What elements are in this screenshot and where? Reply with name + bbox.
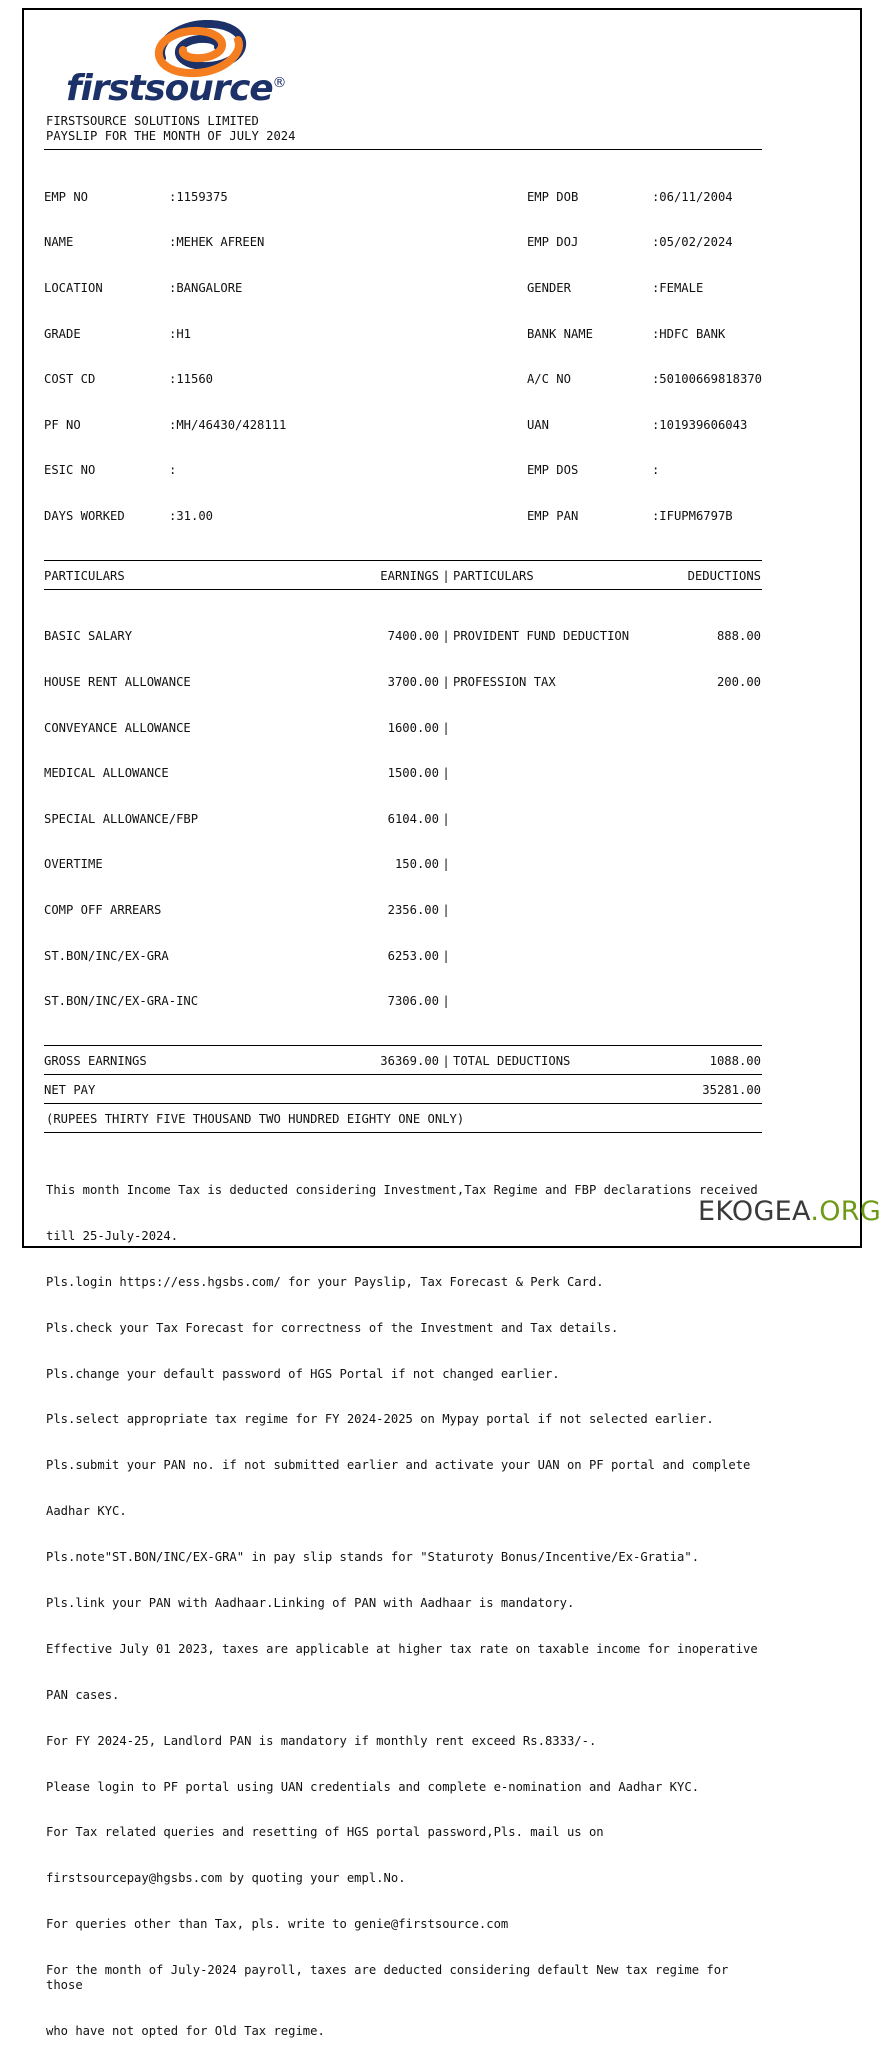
table-row: [44, 766, 762, 781]
note-line: For the month of July-2024 payroll, taxes are deducted considering default New tax regime for those: [46, 1963, 736, 1993]
detail-label: PF NO: [44, 417, 81, 432]
table-row: [44, 857, 762, 872]
column-separator: |: [442, 902, 450, 917]
column-separator: |: [442, 811, 450, 826]
detail-label: GENDER: [526, 281, 571, 296]
deduction-amount: [653, 721, 761, 736]
deduction-amount: [653, 949, 761, 964]
detail-value: :1159375: [169, 189, 228, 204]
header-earnings: EARNINGS: [380, 568, 439, 583]
detail-row: [527, 372, 762, 387]
earning-name: HOUSE RENT ALLOWANCE: [44, 674, 191, 689]
detail-label: EMP NO: [44, 189, 89, 204]
detail-label: COST CD: [44, 372, 96, 387]
header-particulars-right: PARTICULARS: [453, 568, 534, 583]
header-particulars-left: PARTICULARS: [44, 568, 125, 583]
detail-value: :05/02/2024: [651, 235, 733, 250]
note-line: Pls.login https://ess.hgsbs.com/ for your Payslip, Tax Forecast & Perk Card.: [46, 1274, 604, 1289]
earning-name: ST.BON/INC/EX-GRA-INC: [44, 994, 199, 1009]
earning-name: OVERTIME: [44, 857, 103, 872]
note-line: Pls.change your default password of HGS Portal if not changed earlier.: [46, 1366, 560, 1381]
detail-label: BANK NAME: [526, 326, 593, 341]
earning-amount: 6104.00: [387, 811, 439, 826]
divider-below-netpay: [44, 1103, 762, 1104]
detail-label: GRADE: [44, 326, 81, 341]
deduction-name: [453, 766, 653, 781]
note-line: Effective July 01 2023, taxes are applicable at higher tax rate on taxable income for inoperative: [46, 1641, 758, 1656]
deduction-name: [453, 812, 653, 827]
deduction-amount: [653, 857, 761, 872]
deduction-name: [453, 903, 653, 918]
note-line: For queries other than Tax, pls. write to genie@firstsource.com: [46, 1917, 509, 1932]
table-row: [44, 949, 762, 964]
detail-row: [527, 281, 762, 296]
earning-name: COMP OFF ARREARS: [44, 902, 162, 917]
earning-amount: 7306.00: [387, 994, 439, 1009]
earning-name: SPECIAL ALLOWANCE/FBP: [44, 811, 199, 826]
payslip-page: [22, 8, 862, 2039]
column-separator: |: [442, 948, 450, 963]
note-line: till 25-July-2024.: [46, 1228, 179, 1243]
table-row: [44, 675, 762, 690]
net-pay-amount: 35281.00: [702, 1082, 761, 1097]
deduction-name: [453, 949, 653, 964]
divider-above-totals: [44, 1045, 762, 1046]
detail-row: [44, 418, 527, 433]
deduction-name: [453, 857, 653, 872]
amount-in-words: (RUPEES THIRTY FIVE THOUSAND TWO HUNDRED EIGHTY ONE ONLY): [46, 1112, 465, 1127]
detail-value: :BANGALORE: [169, 281, 243, 296]
net-pay-spacer: [344, 1083, 453, 1098]
detail-row: [527, 509, 762, 524]
column-separator: |: [442, 674, 450, 689]
earning-amount: 150.00: [394, 857, 439, 872]
page-title: PAYSLIP FOR THE MONTH OF JULY 2024: [46, 129, 296, 144]
table-row: [44, 721, 762, 736]
net-pay-row: [44, 1083, 762, 1098]
earning-amount: 1500.00: [387, 766, 439, 781]
detail-label: EMP DOS: [526, 463, 579, 478]
watermark: [698, 1196, 881, 1227]
detail-row: [44, 281, 527, 296]
detail-value: :MH/46430/428111: [169, 417, 287, 432]
detail-value: :HDFC BANK: [651, 326, 726, 341]
column-separator: |: [442, 994, 450, 1009]
gross-earnings-amount: 36369.00: [380, 1053, 439, 1068]
note-line: Pls.select appropriate tax regime for FY 2024-2025 on Mypay portal if not selected earlier.: [46, 1412, 714, 1427]
detail-value: :31.00: [169, 509, 214, 524]
deduction-name: PROFESSION TAX: [453, 674, 556, 689]
detail-row: [527, 418, 762, 433]
net-pay-label: NET PAY: [44, 1082, 96, 1097]
table-row: [44, 812, 762, 827]
total-deductions-label: TOTAL DEDUCTIONS: [453, 1053, 571, 1068]
logo-wordmark: [66, 68, 285, 109]
earning-amount: 2356.00: [387, 902, 439, 917]
detail-label: ESIC NO: [44, 463, 96, 478]
earning-name: BASIC SALARY: [44, 629, 133, 644]
registered-trademark-icon: ®: [272, 75, 286, 91]
company-logo: [44, 18, 762, 114]
table-row: [44, 629, 762, 644]
note-line: This month Income Tax is deducted considering Investment,Tax Regime and FBP declarations received: [46, 1182, 758, 1197]
detail-label: LOCATION: [44, 281, 103, 296]
detail-value: :FEMALE: [651, 281, 704, 296]
detail-row: [527, 190, 762, 205]
deduction-amount: [653, 903, 761, 918]
column-separator: |: [442, 568, 450, 583]
payslip-content: [44, 18, 762, 2070]
divider-above-notes: [44, 1132, 762, 1133]
detail-label: NAME: [44, 235, 74, 250]
company-name: FIRSTSOURCE SOLUTIONS LIMITED: [46, 114, 259, 128]
notes-section: [46, 1152, 762, 2070]
detail-row: [44, 235, 527, 250]
net-pay-blank: [453, 1083, 653, 1098]
earning-amount: 7400.00: [387, 629, 439, 644]
column-separator: |: [442, 766, 450, 781]
detail-label: EMP DOB: [526, 189, 579, 204]
note-line: Pls.link your PAN with Aadhaar.Linking of PAN with Aadhaar is mandatory.: [46, 1596, 575, 1610]
detail-value: :IFUPM6797B: [651, 509, 733, 524]
gross-earnings-label: GROSS EARNINGS: [44, 1053, 147, 1068]
employee-details-right: [527, 159, 762, 554]
deduction-amount: 888.00: [716, 629, 761, 644]
detail-row: [44, 463, 527, 478]
detail-row: [44, 372, 527, 387]
note-line: Aadhar KYC.: [46, 1504, 127, 1519]
earning-name: MEDICAL ALLOWANCE: [44, 766, 169, 781]
detail-label: A/C NO: [526, 372, 571, 387]
note-line: For Tax related queries and resetting of HGS portal password,Pls. mail us on: [46, 1825, 604, 1840]
detail-label: EMP PAN: [526, 509, 579, 524]
deduction-amount: [653, 766, 761, 781]
earning-amount: 3700.00: [387, 674, 439, 689]
column-separator: |: [442, 720, 450, 735]
deduction-amount: 200.00: [716, 674, 761, 689]
divider-header: [44, 149, 762, 150]
note-line: who have not opted for Old Tax regime.: [46, 2024, 325, 2039]
particulars-body: [44, 599, 762, 1040]
detail-label: EMP DOJ: [526, 235, 579, 250]
particulars-header: [44, 569, 762, 584]
detail-row: [44, 509, 527, 524]
detail-value: :50100669818370: [651, 372, 762, 387]
detail-value: :: [169, 463, 177, 478]
employee-details: [44, 159, 762, 554]
detail-row: [527, 463, 762, 478]
deduction-name: PROVIDENT FUND DEDUCTION: [453, 629, 630, 644]
earning-amount: 1600.00: [387, 720, 439, 735]
divider-above-netpay: [44, 1074, 762, 1075]
detail-value: :11560: [169, 372, 214, 387]
total-deductions-amount: 1088.00: [709, 1053, 761, 1068]
logo-wordmark-text: firstsource: [66, 68, 273, 109]
detail-value: :H1: [169, 326, 192, 341]
note-line: Please login to PF portal using UAN credentials and complete e-nomination and Aadhar KYC.: [46, 1779, 700, 1794]
deduction-name: [453, 721, 653, 736]
detail-value: :MEHEK AFREEN: [169, 235, 265, 250]
table-row: [44, 994, 762, 1009]
earning-amount: 6253.00: [387, 948, 439, 963]
earning-name: CONVEYANCE ALLOWANCE: [44, 720, 191, 735]
employee-details-left: [44, 159, 527, 554]
deduction-amount: [653, 812, 761, 827]
note-line: Pls.note"ST.BON/INC/EX-GRA" in pay slip stands for "Staturoty Bonus/Incentive/Ex-Gratia".: [46, 1550, 700, 1565]
watermark-name: EKOGEA: [698, 1196, 811, 1227]
divider-below-particulars-header: [44, 589, 762, 590]
deduction-amount: [653, 994, 761, 1009]
detail-row: [44, 327, 527, 342]
detail-row: [527, 235, 762, 250]
detail-label: DAYS WORKED: [44, 509, 125, 524]
detail-label: UAN: [526, 417, 549, 432]
deduction-name: [453, 994, 653, 1009]
header-deductions: DEDUCTIONS: [687, 568, 761, 583]
table-row: [44, 903, 762, 918]
note-line: Pls.submit your PAN no. if not submitted earlier and activate your UAN on PF portal and complete: [46, 1458, 751, 1473]
detail-value: :06/11/2004: [651, 189, 733, 204]
note-line: For FY 2024-25, Landlord PAN is mandatory if monthly rent exceed Rs.8333/-.: [46, 1733, 597, 1748]
column-separator: |: [442, 857, 450, 872]
detail-row: [527, 327, 762, 342]
earning-name: ST.BON/INC/EX-GRA: [44, 948, 169, 963]
detail-value: :: [651, 463, 660, 478]
watermark-tld: .ORG: [810, 1196, 882, 1227]
detail-value: :101939606043: [651, 417, 748, 432]
note-line: PAN cases.: [46, 1687, 120, 1702]
totals-row: [44, 1054, 762, 1069]
column-separator: |: [442, 1053, 450, 1068]
note-line: Pls.check your Tax Forecast for correctness of the Investment and Tax details.: [46, 1320, 619, 1335]
column-separator: |: [442, 629, 450, 644]
divider-above-particulars: [44, 560, 762, 561]
note-line: firstsourcepay@hgsbs.com by quoting your empl.No.: [46, 1871, 406, 1886]
detail-row: [44, 190, 527, 205]
